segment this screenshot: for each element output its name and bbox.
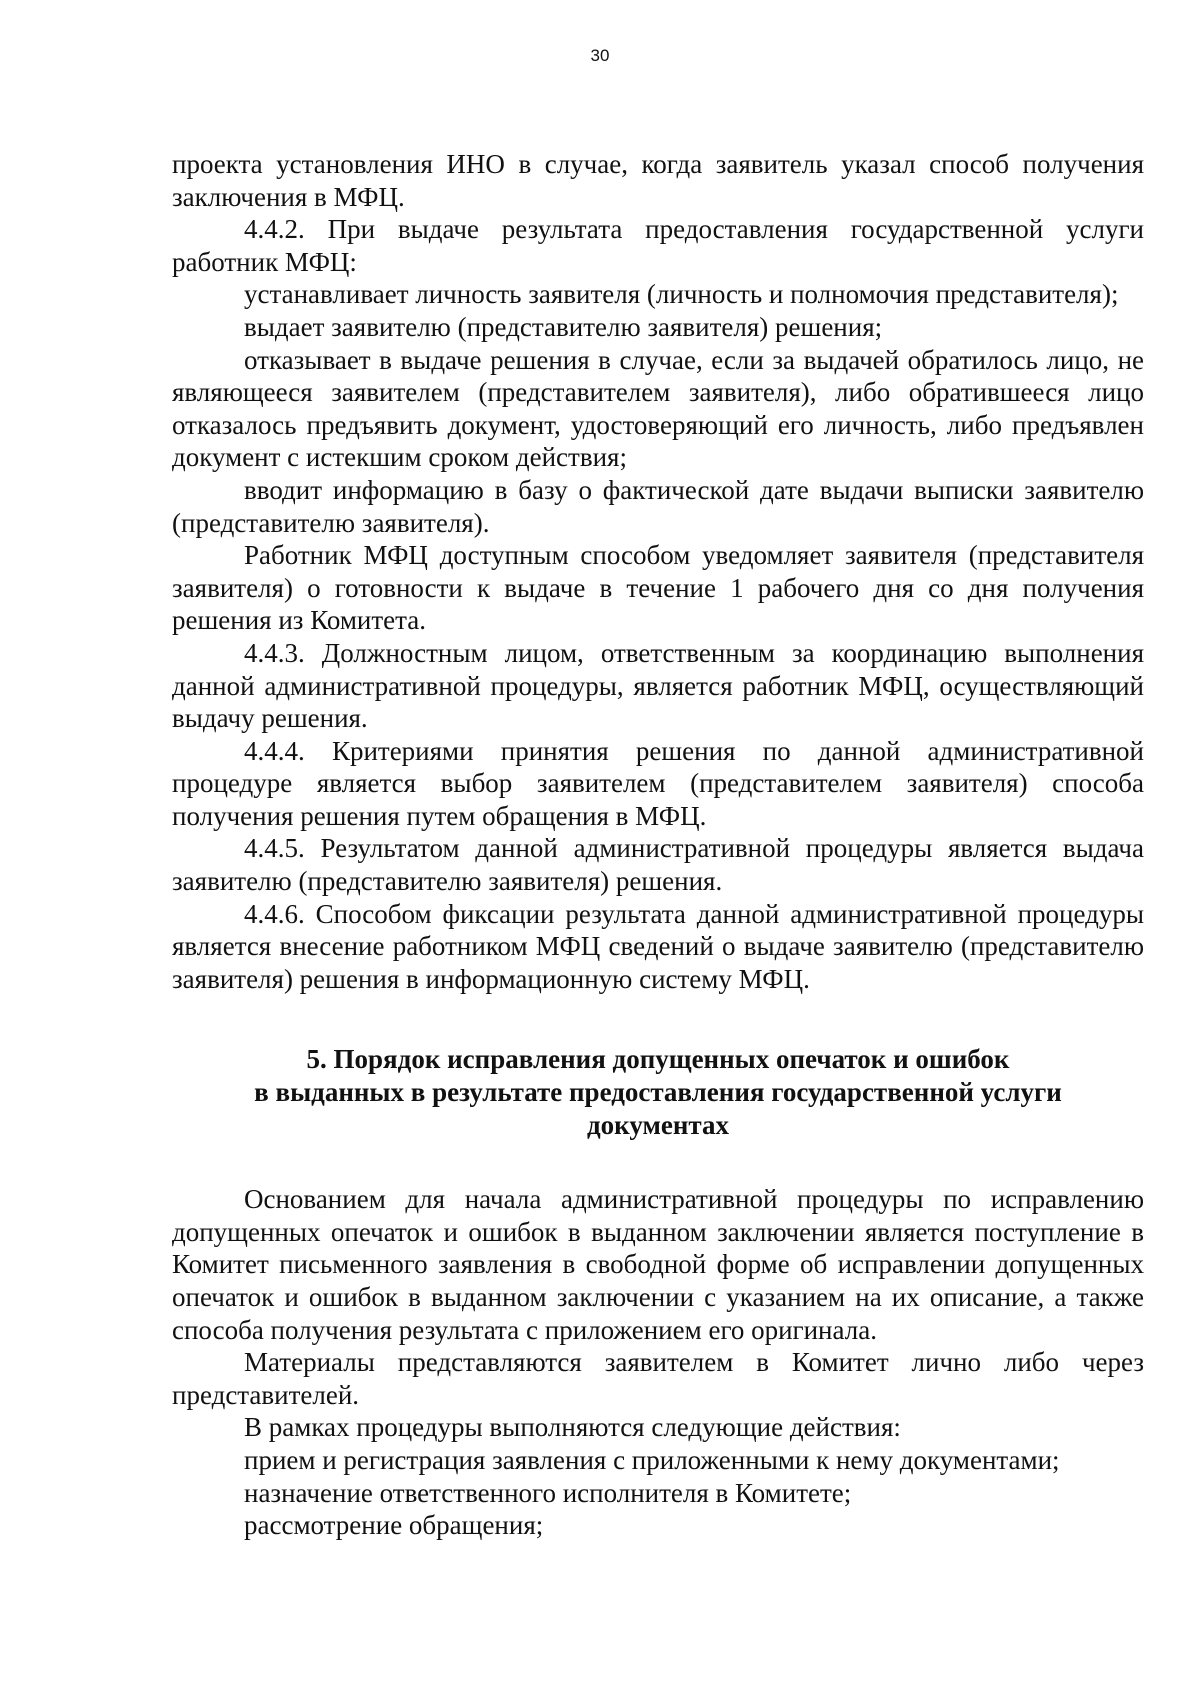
heading-line: в выданных в результате предоставления государственной услуги [254,1077,1062,1108]
heading-line: документах [586,1109,729,1140]
paragraph-ino-continuation: проекта установления ИНО в случае, когда заявитель указал способ получения заключения в МФЦ. [172,149,1144,212]
paragraph-materials: Материалы представляются заявителем в Комитет лично либо через представителей. [172,1347,1144,1410]
paragraph-4-4-4: 4.4.4. Критериями принятия решения по данной административной процедуре является выбор заявителем (представителем заявителя) способа получения решения путем обращения в МФЦ. [172,735,1144,831]
list-item-assign: назначение ответственного исполнителя в Комитете; [244,1477,852,1508]
paragraph-basis: Основанием для начала административной процедуры по исправлению допущенных опечаток и ошибок в выданном заключении является поступление в Комитет письменного заявления в свободной форме об исправлении допущенных опечаток и ошибок в выданном заключении с указанием на их описание, а также способа получения результата с приложением его оригинала. [172,1184,1144,1345]
list-item-enter-info: вводит информацию в базу о фактической дате выдачи выписки заявителю (представителю заявителя). [172,474,1144,538]
paragraph-notify: Работник МФЦ доступным способом уведомляет заявителя (представителя заявителя) о готовности к выдаче в течение 1 рабочего дня со дня получения решения из Комитета. [172,540,1144,636]
list-item-refuse: отказывает в выдаче решения в случае, если за выдачей обратилось лицо, не являющееся заявителем (представителем заявителя), либо обратившееся лицо отказалось предъявить документ, удостоверяющий его личность, либо предъявлен документ с истекшим сроком действия; [172,344,1144,473]
page-number: 30 [590,46,610,65]
heading-line: 5. Порядок исправления допущенных опечаток и ошибок [306,1044,1010,1075]
paragraph-4-4-2: 4.4.2. При выдаче результата предоставления государственной услуги работник МФЦ: [172,214,1144,277]
list-item-registration: прием и регистрация заявления с приложенными к нему документами; [244,1444,1060,1475]
paragraph-4-4-6: 4.4.6. Способом фиксации результата данной административной процедуры является внесение работником МФЦ сведений о выдаче заявителю (представителю заявителя) решения в информационную систему МФЦ. [172,898,1144,994]
list-item-identify: устанавливает личность заявителя (личность и полномочия представителя); [244,279,1119,310]
section-5-heading [172,1043,1144,1141]
list-item-review: рассмотрение обращения; [244,1510,544,1541]
document-body [172,148,1144,1542]
paragraph-4-4-3: 4.4.3. Должностным лицом, ответственным за координацию выполнения данной административной процедуры, является работник МФЦ, осуществляющий выдачу решения. [172,637,1144,734]
paragraph-4-4-5: 4.4.5. Результатом данной административной процедуры является выдача заявителю (представителю заявителя) решения. [172,833,1144,897]
paragraph-actions-intro: В рамках процедуры выполняются следующие действия: [244,1412,901,1443]
list-item-issue: выдает заявителю (представителю заявителя) решения; [244,311,883,342]
